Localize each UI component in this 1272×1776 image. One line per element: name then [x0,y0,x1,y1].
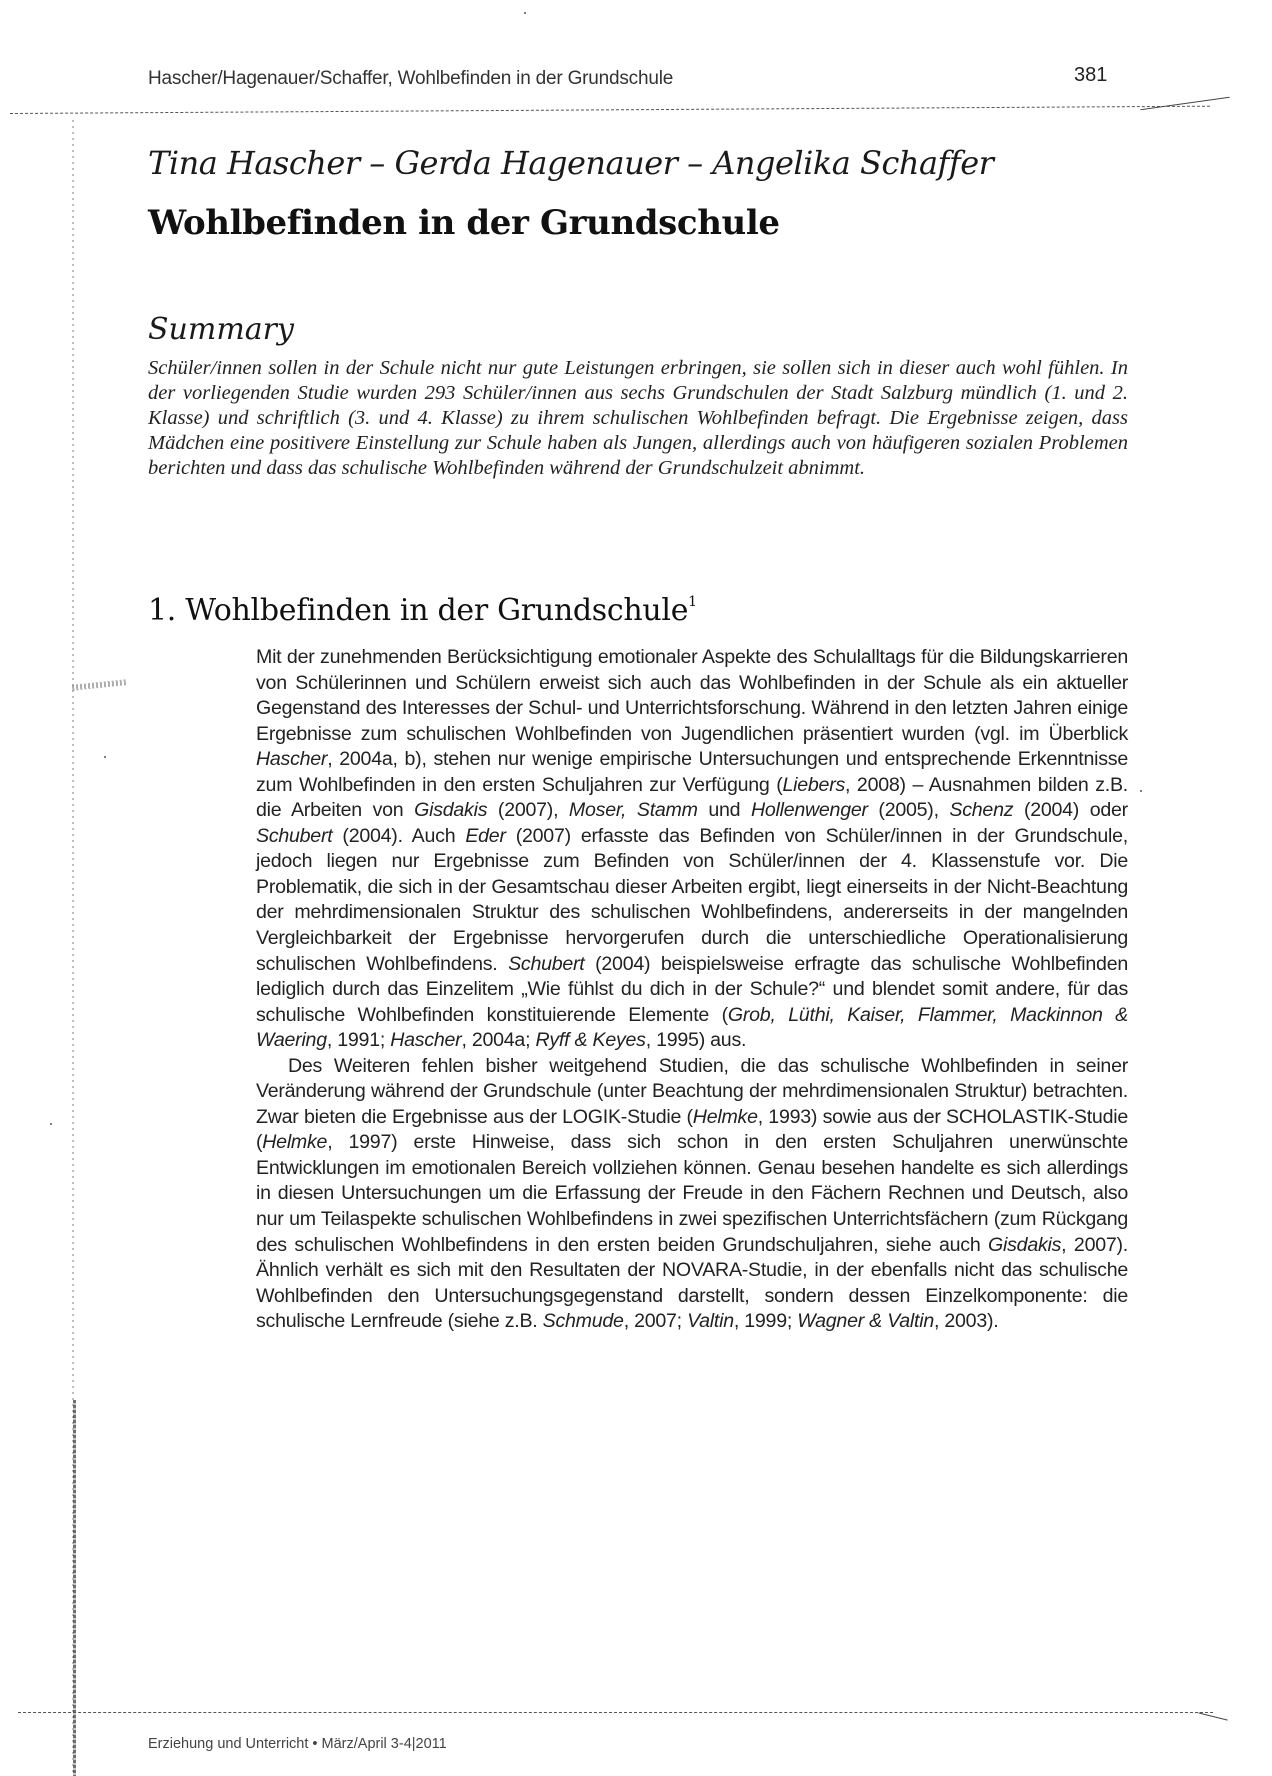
paragraph: Des Weiteren fehlen bisher weitgehend Studien, die das schulische Wohlbefinden in seiner Veränderung während der Grundschule (unter Beachtung der mehrdimensionalen Struktur) betrachten. Zwar bieten die Ergebnisse aus der LOGIK-Studie (Helmke, 1993) sowie aus der SCHOLASTIK-Studie (Helmke, 1997) erste Hinweise, dass sich schon in den ersten Schuljahren unerwünschte Entwicklungen im emotionalen Bereich vollziehen können. Genau besehen handelte es sich allerdings in diesen Untersuchungen um die Erfassung der Freude in den Fächern Rechnen und Deutsch, also nur um Teilaspekte schulischen Wohlbefindens in zwei spezifischen Unterrichtsfächern (zum Rückgang des schulischen Wohlbefindens in den ersten beiden Grundschuljahren, siehe auch Gisdakis, 2007). Ähnlich verhält es sich mit den Resultaten der NOVARA-Studie, in der ebenfalls nicht das schulische Wohlbefinden den Untersuchungsgegenstand darstellt, sondern dessen Einzelkomponente: die schulische Lernfreude (siehe z.B. Schmude, 2007; Valtin, 1999; Wagner & Valtin, 2003). [256,1054,1128,1333]
citation-author: Schubert [508,952,585,975]
citation-author: Liebers [782,773,846,796]
journal-footer: Erziehung und Unterricht • März/April 3-4|2011 [148,1736,447,1752]
paragraph: Mit der zunehmenden Berücksichtigung emotionaler Aspekte des Schulalltags für die Bildungskarrieren von Schülerinnen und Schülern erweist sich auch das Wohlbefinden in der Schule als ein aktueller Gegenstand des Interesses der Schul- und Unterrichtsforschung. Während in den letzten Jahren einige Ergebnisse zum schulischen Wohlbefinden von Jugendlichen präsentiert wurden (vgl. im Überblick Hascher, 2004a, b), stehen nur wenige empirische Untersuchungen und entsprechende Erkenntnisse zum Wohlbefinden in den ersten Schuljahren zur Verfügung (Liebers, 2008) – Ausnahmen bilden z.B. die Arbeiten von Gisdakis (2007), Moser, Stamm und Hollenwenger (2005), Schenz (2004) oder Schubert (2004). Auch Eder (2007) erfasste das Befinden von Schüler/innen in der Grundschule, jedoch liegen nur Ergebnisse zum Befinden von Schüler/innen der 4. Klassenstufe vor. Die Problematik, die sich in der Gesamtschau dieser Arbeiten ergibt, liegt einerseits in der Nicht-Beachtung der mehrdimensionalen Struktur des schulischen Wohlbefindens, andererseits in der mangelnden Vergleichbarkeit der Ergebnisse hervorgerufen durch die unterschiedliche Operationalisierung schulischen Wohlbefindens. Schubert (2004) beispielsweise erfragte das schulische Wohlbefinden lediglich durch das Einzelitem „Wie fühlst du dich in der Schule?“ und blendet somit andere, für das schulische Wohlbefinden konstituierende Elemente (Grob, Lüthi, Kaiser, Flammer, Mackinnon & Waering, 1991; Hascher, 2004a; Ryff & Keyes, 1995) aus. [256,646,1128,1052]
header-rule [10,106,1210,114]
page-number: 381 [1074,64,1108,86]
scan-edge-shadow [73,1400,76,1776]
citation-author: Helmke [262,1131,328,1154]
section-heading [148,593,697,628]
section-heading-text: 1. Wohlbefinden in der Grundschule [148,593,689,628]
citation-author: Moser, Stamm [568,799,698,822]
margin-smudge-artifact [72,679,126,691]
summary-text: Schüler/innen sollen in der Schule nicht nur gute Leistungen erbringen, sie sollen sich in dieser auch wohl fühlen. In der vorliegenden Studie wurden 293 Schüler/innen aus sechs Grundschulen der Stadt Salzburg mündlich (1. und 2. Klasse) und schriftlich (3. und 4. Klasse) zu ihrem schulischen Wohlbefinden befragt. Die Ergebnisse zeigen, dass Mädchen eine positivere Einstellung zur Schule haben als Jungen, allerdings auch von häufigeren sozialen Problemen berichten und dass das schulische Wohlbefinden während der Grundschulzeit abnimmt. [148,357,1128,479]
citation-author: Schubert [256,824,333,847]
citation-author: Hascher [390,1029,462,1052]
footer-rule [18,1712,1213,1713]
scan-speck [524,12,526,14]
summary-heading: Summary [148,312,294,347]
scan-speck [1140,790,1142,792]
citation-author: Valtin [687,1310,734,1333]
citation-author: Gisdakis [988,1233,1062,1256]
citation-author: Helmke [692,1105,758,1128]
citation-author: Hollenwenger [750,799,868,822]
citation-author: Gisdakis [414,799,488,822]
citation-author: Hascher [256,748,328,771]
citation-author: Grob, Lüthi, Kaiser, Flammer, Mackinnon & Waering [256,1003,1128,1052]
section-body [256,645,1128,1335]
citation-author: Eder [465,824,506,847]
citation-author: Ryff & Keyes [535,1029,646,1052]
header-rule-curl [1140,97,1229,111]
footer-rule-curl [1198,1712,1227,1720]
scan-speck [50,1123,52,1125]
footnote-marker[interactable]: 1 [688,594,697,610]
citation-author: Wagner & Valtin [797,1310,934,1333]
running-head: Hascher/Hagenauer/Schaffer, Wohlbefinden in der Grundschule [148,68,674,89]
article-authors: Tina Hascher – Gerda Hagenauer – Angelika Schaffer [148,144,994,182]
scan-speck [104,756,106,758]
citation-author: Schenz [949,799,1014,822]
article-title: Wohlbefinden in der Grundschule [148,203,780,243]
citation-author: Schmude [542,1310,624,1333]
